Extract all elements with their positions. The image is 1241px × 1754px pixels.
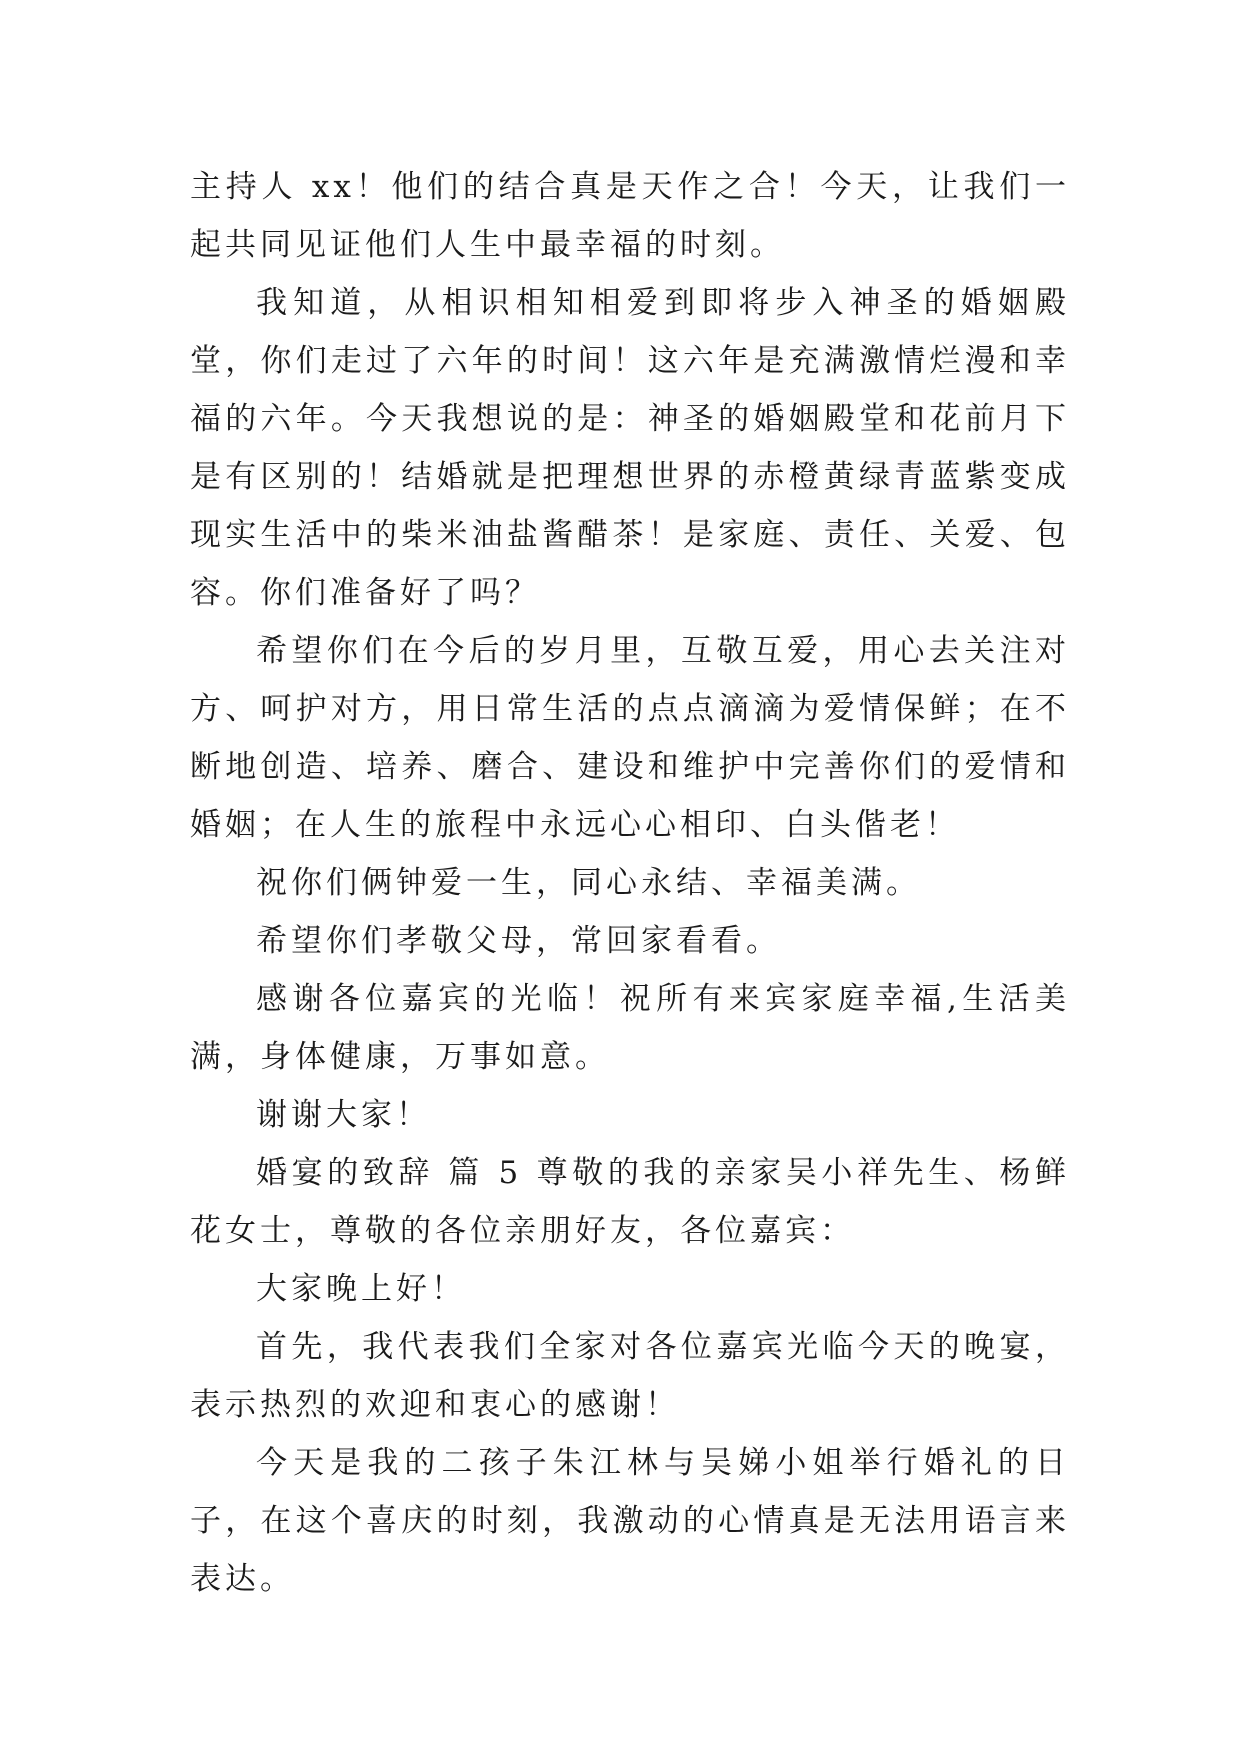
paragraph-9: 大家晚上好！ — [256, 1271, 466, 1307]
paragraph-10: 首先，我代表我们全家对各位嘉宾光临今天的晚宴，表示热烈的欢迎和衷心的感谢！ — [190, 1329, 1070, 1423]
paragraph-2: 我知道，从相识相知相爱到即将步入神圣的婚姻殿堂，你们走过了六年的时间！这六年是充满激情烂漫和幸福的六年。今天我想说的是：神圣的婚姻殿堂和花前月下是有区别的！结婚就是把理想世界的赤橙黄绿青蓝紫变成现实生活中的柴米油盐酱醋茶！是家庭、责任、关爱、包容。你们准备好了吗？ — [190, 285, 1070, 611]
paragraph-1: 主持人 xx！他们的结合真是天作之合！今天，让我们一起共同见证他们人生中最幸福的时刻。 — [190, 169, 1070, 263]
paragraph-6: 感谢各位嘉宾的光临！祝所有来宾家庭幸福,生活美满，身体健康，万事如意。 — [190, 981, 1070, 1075]
paragraph-8: 婚宴的致辞 篇 5 尊敬的我的亲家吴小祥先生、杨鲜花女士，尊敬的各位亲朋好友，各位嘉宾： — [190, 1155, 1070, 1249]
paragraph-4: 祝你们俩钟爱一生，同心永结、幸福美满。 — [256, 865, 921, 901]
paragraph-7: 谢谢大家！ — [256, 1097, 431, 1133]
paragraph-11: 今天是我的二孩子朱江林与吴娣小姐举行婚礼的日子，在这个喜庆的时刻，我激动的心情真是无法用语言来表达。 — [190, 1445, 1070, 1597]
paragraph-5: 希望你们孝敬父母，常回家看看。 — [256, 923, 781, 959]
document-body — [190, 158, 1070, 1608]
paragraph-3: 希望你们在今后的岁月里，互敬互爱，用心去关注对方、呵护对方，用日常生活的点点滴滴为爱情保鲜；在不断地创造、培养、磨合、建设和维护中完善你们的爱情和婚姻；在人生的旅程中永远心心相印、白头偕老！ — [190, 633, 1070, 843]
